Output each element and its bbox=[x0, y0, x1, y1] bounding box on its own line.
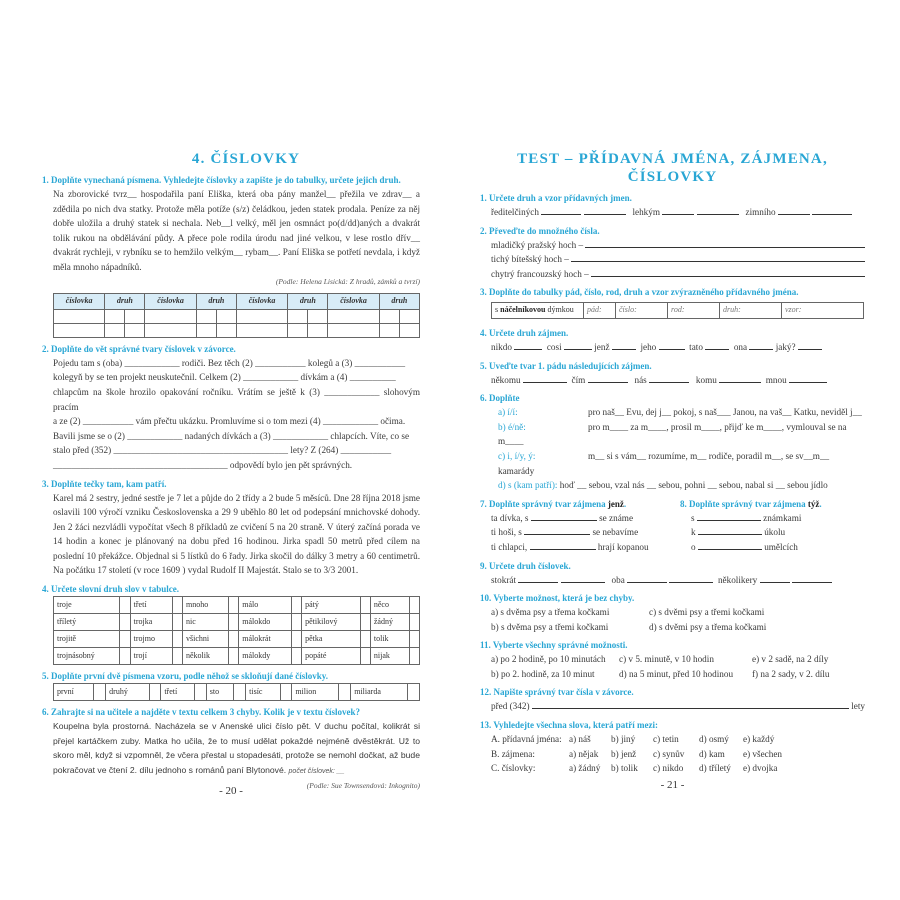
phrase: hrají kopanou bbox=[597, 541, 649, 552]
answer-blank[interactable] bbox=[585, 238, 865, 248]
test-9-body bbox=[480, 573, 865, 588]
answer-cell[interactable] bbox=[120, 631, 130, 648]
answer-cell[interactable] bbox=[196, 309, 216, 323]
phrase: mladičký pražský hoch – bbox=[491, 239, 584, 250]
page-number: - 21 - bbox=[660, 778, 685, 791]
word-cell: trojnásobný bbox=[54, 648, 120, 665]
test-7-heading: 7. Doplňte správný tvar zájmena jenž. bbox=[480, 498, 627, 509]
answer-cell[interactable] bbox=[216, 323, 236, 337]
word: lehkým bbox=[632, 207, 661, 217]
answer-cell[interactable] bbox=[409, 597, 419, 614]
table-row bbox=[54, 631, 420, 648]
table-row bbox=[54, 614, 420, 631]
word-cell: trojmo bbox=[130, 631, 172, 648]
answer-cell[interactable] bbox=[409, 648, 419, 665]
phrase: známkami bbox=[763, 512, 802, 523]
test-7-body bbox=[480, 511, 680, 555]
list-item bbox=[498, 405, 865, 420]
word: jeho bbox=[640, 341, 657, 352]
text-line: Bavili jsme se o (2) ____________ nadaných dívkách a (3) ____________ chlapcích. Víte, co se bbox=[53, 430, 410, 441]
word-cell: málokdy bbox=[239, 648, 291, 665]
word-cell: málo bbox=[239, 597, 291, 614]
table-header: druh bbox=[288, 294, 328, 310]
exercise-5-heading: 5. Doplňte první dvě písmena vzoru, podle něhož se skloňují dané číslovky. bbox=[42, 671, 329, 682]
table-row bbox=[54, 323, 420, 337]
answer-cell[interactable] bbox=[216, 309, 236, 323]
option[interactable]: a) náš bbox=[569, 734, 591, 745]
item-text: m__ si s vám__ rozumíme, m__ rodiče, poradil m__, se sv__m__ kamarády bbox=[498, 450, 830, 476]
answer-blank[interactable] bbox=[514, 340, 542, 350]
test-5-heading: 5. Uveďte tvar 1. pádu následujících zájmen. bbox=[480, 360, 652, 371]
answer-cell[interactable] bbox=[94, 684, 106, 701]
list-item bbox=[691, 511, 860, 526]
test-1-heading: 1. Určete druh a vzor přídavných jmen. bbox=[480, 193, 632, 203]
option[interactable]: a) žádný bbox=[569, 763, 601, 774]
answer-cell[interactable] bbox=[360, 597, 370, 614]
test-6-body bbox=[480, 405, 865, 493]
option[interactable]: d) s dvěmi psy a třema kočkami bbox=[649, 621, 767, 632]
table-row bbox=[54, 597, 420, 614]
word-cell: popáté bbox=[302, 648, 360, 665]
test-3-heading: 3. Doplňte do tabulky pád, číslo, rod, druh a vzor zvýrazněného přídavného jména. bbox=[480, 287, 799, 298]
exercise-6-heading: 6. Zahrajte si na učitele a najděte v textu celkem 3 chyby. Kolik je v textu číslovek? bbox=[42, 707, 360, 718]
answer-cell[interactable] bbox=[236, 309, 287, 323]
option[interactable]: c) nikdo bbox=[653, 763, 684, 774]
citation: (Podle: Sue Townsendová: Inkognito) bbox=[306, 781, 420, 791]
word: tato bbox=[689, 341, 703, 352]
answer-blank[interactable] bbox=[698, 525, 762, 535]
exercise-2-heading: 2. Doplňte do vět správné tvary číslovek v závorce. bbox=[42, 343, 236, 354]
test-12-body bbox=[480, 699, 865, 714]
answer-cell[interactable] bbox=[149, 684, 161, 701]
item-text: pro m____ za m____, prosil m____, přijď ke m____, vymlouval se na m____ bbox=[498, 421, 847, 447]
answer-cell[interactable] bbox=[120, 597, 130, 614]
answer-blank[interactable] bbox=[659, 340, 685, 350]
answer-cell[interactable] bbox=[379, 309, 399, 323]
answer-cell[interactable] bbox=[379, 323, 399, 337]
answer-cell[interactable] bbox=[408, 684, 420, 701]
page-title: 4. ČÍSLOVKY bbox=[191, 151, 301, 167]
category-label: B. zájmena: bbox=[491, 748, 535, 759]
word-cell: tolik bbox=[370, 631, 409, 648]
table-row bbox=[492, 303, 864, 319]
answer-blank[interactable] bbox=[789, 373, 827, 383]
answer-blank[interactable] bbox=[669, 573, 713, 583]
word-cell: trojka bbox=[130, 614, 172, 631]
answer-blank[interactable] bbox=[749, 340, 773, 350]
word-cell: mnoho bbox=[183, 597, 229, 614]
answer-cell[interactable] bbox=[172, 597, 182, 614]
text-line: a ze (2) ___________ vám přečtu ukázku. Promluvíme si o tom mezi (4) ____________ očima. bbox=[53, 416, 406, 427]
answer-blank[interactable] bbox=[798, 340, 822, 350]
answer-blank[interactable] bbox=[662, 205, 694, 215]
exercise-6-text bbox=[42, 719, 420, 779]
phrase: úkolu bbox=[764, 527, 786, 538]
phrase: s bbox=[691, 512, 695, 523]
word: několikery bbox=[717, 574, 758, 585]
page-title: TEST – PŘÍDAVNÁ JMÉNA, ZÁJMENA, ČÍSLOVKY bbox=[517, 151, 828, 185]
answer-cell[interactable] bbox=[328, 323, 379, 337]
answer-cell[interactable] bbox=[360, 648, 370, 665]
exercise-1-heading: 1. Doplňte vynechaná písmena. Vyhledejte číslovky a zapište je do tabulky, určete jejich druh. bbox=[42, 175, 401, 185]
table-row bbox=[54, 309, 420, 323]
word-cell: pátý bbox=[302, 597, 360, 614]
option[interactable]: d) tříletý bbox=[699, 763, 731, 774]
highlighted-word: týž bbox=[807, 498, 820, 509]
answer-cell[interactable]: vzor: bbox=[782, 303, 864, 319]
test-13-grid bbox=[480, 732, 865, 776]
phrase: k bbox=[691, 527, 696, 538]
highlighted-word: náčelníkovou bbox=[500, 305, 546, 315]
pattern-table bbox=[53, 683, 420, 701]
list-item bbox=[498, 420, 865, 449]
answer-cell[interactable] bbox=[399, 309, 419, 323]
word: mnou bbox=[765, 374, 787, 385]
phrase: umělcích bbox=[764, 541, 798, 552]
answer-cell[interactable] bbox=[105, 309, 125, 323]
category-label: C. číslovky: bbox=[491, 763, 536, 774]
answer-cell[interactable] bbox=[228, 614, 238, 631]
text-line: ______________________________________ odpovědí bylo jen pět správných. bbox=[53, 459, 353, 470]
list-item bbox=[491, 238, 865, 253]
phrase: ti chlapci, bbox=[491, 541, 528, 552]
answer-cell[interactable] bbox=[291, 631, 301, 648]
answer-blank[interactable] bbox=[591, 267, 865, 277]
answer-blank[interactable] bbox=[564, 340, 592, 350]
answer-blank[interactable] bbox=[812, 205, 852, 215]
answer-cell[interactable] bbox=[194, 684, 206, 701]
numerals-table bbox=[53, 293, 420, 338]
word-cell: sto bbox=[206, 684, 234, 701]
test-8-body bbox=[680, 511, 860, 555]
word: nás bbox=[634, 374, 647, 385]
text-line: stalo před (352) ______________________________________ lety? Z (264) ___________ bbox=[53, 445, 392, 456]
text-line: kolegyň by se ten projekt neuskutečnil. Celkem (2) ____________ dívkám a (4) __________ bbox=[53, 372, 396, 383]
test-7 bbox=[480, 493, 680, 555]
answer-cell[interactable] bbox=[120, 648, 130, 665]
word-cell: pětikilový bbox=[302, 614, 360, 631]
list-item bbox=[491, 267, 865, 282]
answer-blank[interactable] bbox=[588, 373, 628, 383]
test-4-heading: 4. Určete druh zájmen. bbox=[480, 327, 569, 338]
answer-blank[interactable] bbox=[760, 573, 790, 583]
item-label: c) i, í/y, ý: bbox=[498, 450, 536, 461]
option[interactable]: e) dvojka bbox=[743, 763, 778, 774]
answer-blank[interactable] bbox=[561, 573, 605, 583]
table-row bbox=[54, 648, 420, 665]
answer-blank[interactable] bbox=[792, 573, 832, 583]
phrase: lety bbox=[851, 701, 865, 712]
table-header: číslovka bbox=[236, 294, 287, 310]
list-item bbox=[691, 525, 860, 540]
word-cell: tříletý bbox=[54, 614, 120, 631]
answer-cell[interactable] bbox=[360, 614, 370, 631]
answer-cell[interactable] bbox=[172, 631, 182, 648]
table-row bbox=[54, 684, 420, 701]
exercise-3-text: Karel má 2 sestry, jedné sestře je 7 let a půjde do 2 třídy a 2 bude 5 měsíců. Dne 28 října 2018 jsme oslavili 100 výročí vzniku Československa a 29 9 uběhlo 80 let od podepsání mnichovské dohody. Jen 2 žáci nezvládli vypočítat všech 8 příkladů ze cvičení 5 na 20 straně. V úterý začíná porada ve 14 hodin a konec je plánovaný na dobu před 16 hodinou. Jirka spadl 50 metrů před cílem na poslední 10 překážce. Objednal si 5 lístků do 6 řady. Jirka skočil do dálky 3 metry a 60 centimetrů. Na počátku 17 století (v roce 1609 ) vydal Rudolf II Majestát. Stalo se to 3/3 2001. bbox=[53, 492, 420, 576]
exercise-2-text bbox=[42, 356, 420, 473]
list-item bbox=[691, 540, 860, 555]
option[interactable]: d) kam bbox=[699, 748, 725, 759]
phrase-pre: s bbox=[495, 305, 501, 315]
test-2-body bbox=[480, 238, 865, 282]
option[interactable]: b) s dvěma psy a třemi kočkami bbox=[491, 621, 609, 632]
word-cell: trojitě bbox=[54, 631, 120, 648]
list-item bbox=[498, 449, 865, 478]
word: jenž bbox=[594, 341, 610, 352]
table-header: číslovka bbox=[328, 294, 379, 310]
left-page bbox=[42, 150, 420, 798]
answer-cell[interactable]: rod: bbox=[668, 303, 720, 319]
word-cell: žádný bbox=[370, 614, 409, 631]
answer-blank[interactable] bbox=[531, 511, 597, 521]
word-cell: všichni bbox=[183, 631, 229, 648]
answer-cell[interactable] bbox=[228, 648, 238, 665]
word-cell: pětka bbox=[302, 631, 360, 648]
answer-cell[interactable]: číslo: bbox=[616, 303, 668, 319]
option[interactable]: b) jiný bbox=[611, 734, 636, 745]
answer-cell[interactable] bbox=[288, 323, 308, 337]
answer-blank[interactable] bbox=[541, 205, 581, 215]
answer-blank[interactable] bbox=[698, 540, 762, 550]
word-cell: třetí bbox=[161, 684, 195, 701]
answer-cell[interactable] bbox=[125, 309, 145, 323]
option[interactable]: e) všechen bbox=[743, 748, 783, 759]
option[interactable]: b) jenž bbox=[611, 748, 637, 759]
test-2-heading: 2. Převeďte do množného čísla. bbox=[480, 225, 600, 236]
word: jaký? bbox=[775, 341, 796, 352]
answer-cell[interactable] bbox=[145, 323, 196, 337]
answer-cell[interactable] bbox=[228, 631, 238, 648]
answer-blank[interactable] bbox=[530, 540, 596, 550]
answer-cell[interactable]: pád: bbox=[584, 303, 616, 319]
word-cell: třetí bbox=[130, 597, 172, 614]
word: stokrát bbox=[491, 574, 517, 585]
option[interactable]: c) synův bbox=[653, 748, 685, 759]
phrase: ta dívka, s bbox=[491, 512, 529, 523]
answer-blank[interactable] bbox=[532, 699, 849, 709]
word-cell: druhý bbox=[106, 684, 149, 701]
answer-cell[interactable] bbox=[280, 684, 292, 701]
answer-cell[interactable] bbox=[308, 309, 328, 323]
test-9-heading: 9. Určete druh číslovek. bbox=[480, 560, 571, 571]
test-5-body bbox=[480, 373, 865, 388]
answer-cell[interactable] bbox=[145, 309, 196, 323]
citation: (Podle: Helena Lisická: Z hradů, zámků a tvrzí) bbox=[275, 276, 420, 286]
word-cell: tisíc bbox=[246, 684, 280, 701]
answer-blank[interactable] bbox=[697, 205, 739, 215]
phrase: před (342) bbox=[491, 701, 530, 712]
word-cell: nic bbox=[183, 614, 229, 631]
word-cell: miliarda bbox=[351, 684, 408, 701]
answer-cell[interactable] bbox=[54, 323, 105, 337]
answer-cell[interactable] bbox=[125, 323, 145, 337]
word: oba bbox=[611, 574, 625, 585]
phrase-post: dýmkou bbox=[545, 305, 574, 315]
item-label: b) é/ně: bbox=[498, 421, 526, 432]
phrase: tichý bítešský hoch – bbox=[491, 254, 569, 265]
option[interactable]: c) tetin bbox=[653, 734, 679, 745]
answer-blank[interactable] bbox=[778, 205, 810, 215]
list-item bbox=[491, 252, 865, 267]
phrase: se známe bbox=[599, 512, 634, 523]
answer-blank[interactable] bbox=[524, 525, 590, 535]
list-item bbox=[491, 525, 680, 540]
answer-blank[interactable] bbox=[719, 373, 761, 383]
word: ona bbox=[733, 341, 748, 352]
test-6-heading: 6. Doplňte bbox=[480, 393, 520, 404]
table-header: druh bbox=[105, 294, 145, 310]
item-text: pro naš__ Evu, dej j__ pokoj, s naš___ Janou, na vaš__ Katku, neviděl j__ bbox=[588, 407, 862, 418]
exercise-1-text: Na zborovické tvrz__ hospodařila paní Eliška, která oba pány manžel__ přežila ve zdrav__ a zdědila po nich dva statky. Protože měla potíže (s/z) čeládkou, jeden statek prodala. Peníze za něj dobře uložila a druhý statek si nechala. Neb__l velký, měl jen osmnáct po(d/dd)aných a dvakrát tolik rukou na obdělávání půdy. A přece pole rodila úrodu nad jiné velkou, v lese rostlo dřív__ dvakrát rychleji, v rybníku se to hemžilo velkým__ rybam__. Paní Eliška se potřetí nevdala, i když měla mnoho nápadníků. bbox=[53, 189, 420, 272]
answer-cell[interactable]: druh: bbox=[720, 303, 782, 319]
item-label: d) s (kam patří): bbox=[498, 480, 558, 491]
adjective-table bbox=[491, 302, 864, 319]
answer-cell[interactable] bbox=[399, 323, 419, 337]
option[interactable]: b) tolik bbox=[611, 763, 638, 774]
answer-cell[interactable] bbox=[308, 323, 328, 337]
word-cell: trojí bbox=[130, 648, 172, 665]
answer-cell[interactable] bbox=[120, 614, 130, 631]
answer-cell[interactable] bbox=[196, 323, 216, 337]
table-header: druh bbox=[196, 294, 236, 310]
answer-blank[interactable] bbox=[584, 205, 626, 215]
phrase: o bbox=[691, 541, 696, 552]
answer-cell[interactable] bbox=[328, 309, 379, 323]
heading-text: 8. Doplňte správný tvar zájmena bbox=[680, 498, 808, 509]
option[interactable]: a) po 2 hodině, po 10 minutách bbox=[491, 654, 606, 665]
word-cell: troje bbox=[54, 597, 120, 614]
list-item bbox=[491, 540, 680, 555]
answer-cell[interactable] bbox=[291, 597, 301, 614]
option[interactable]: f) na 2 sady, v 2. dílu bbox=[752, 668, 830, 679]
heading-text: 7. Doplňte správný tvar zájmena bbox=[480, 498, 608, 509]
count-label: počet číslovek: __ bbox=[288, 767, 345, 775]
word: čím bbox=[571, 374, 586, 385]
answer-cell[interactable] bbox=[54, 309, 105, 323]
word-cell: málokdo bbox=[239, 614, 291, 631]
answer-blank[interactable] bbox=[705, 340, 729, 350]
test-4-body bbox=[480, 340, 865, 355]
test-10-options bbox=[480, 605, 865, 634]
word-class-table bbox=[53, 596, 420, 665]
list-item bbox=[491, 511, 680, 526]
option[interactable]: a) s dvěma psy a třema kočkami bbox=[491, 607, 610, 618]
answer-blank[interactable] bbox=[697, 511, 761, 521]
answer-cell[interactable] bbox=[236, 323, 287, 337]
word-cell: milion bbox=[292, 684, 339, 701]
word: zimního bbox=[745, 207, 776, 217]
test-8-heading: 8. Doplňte správný tvar zájmena týž. bbox=[680, 498, 822, 509]
item-text: hoď __ sebou, vzal nás __ sebou, pohni __ sebou, nabal si __ sebou jídlo bbox=[559, 480, 828, 491]
category-label: A. přídavná jména: bbox=[491, 734, 562, 745]
answer-cell[interactable] bbox=[409, 614, 419, 631]
item-label: a) í/í: bbox=[498, 407, 518, 418]
word: ředitelčiných bbox=[491, 207, 539, 217]
option[interactable]: e) v 2 sadě, na 2 díly bbox=[752, 654, 829, 665]
word: komu bbox=[695, 374, 717, 385]
table-header: číslovka bbox=[54, 294, 105, 310]
answer-cell[interactable] bbox=[360, 631, 370, 648]
story-text: Koupelna byla prostorná. Nacházela se v Anenské ulici číslo pět. V duchu počítal, kolikrát si přejel kartáčkem zuby. Matka ho učila, že to musí udělat pokaždé nejméně dvěstěkrát. Už to skoro měl, když si vzpomněl, že včera přestal u stopadesáti, protože se nemohl dočkat, až bude pokračovat ve čtení 2. dílu jednoho s románů paní Blytonové. bbox=[53, 721, 420, 775]
word-cell: málokrát bbox=[239, 631, 291, 648]
answer-cell[interactable] bbox=[228, 597, 238, 614]
list-item bbox=[498, 478, 865, 493]
test-11-heading: 11. Vyberte všechny správné možnosti. bbox=[480, 640, 628, 651]
exercise-4-heading: 4. Určete slovní druh slov v tabulce. bbox=[42, 584, 179, 595]
text-line: Pojedu tam s (oba) ____________ rodiči. Bez těch (2) ___________ kolegů a (3) ___________ bbox=[53, 357, 406, 368]
answer-cell[interactable] bbox=[288, 309, 308, 323]
option[interactable]: c) s dvěmi psy a třemi kočkami bbox=[649, 607, 765, 618]
test-1-body bbox=[480, 205, 865, 220]
phrase-cell bbox=[492, 303, 584, 319]
word: někomu bbox=[491, 374, 521, 385]
answer-cell[interactable] bbox=[172, 614, 182, 631]
answer-blank[interactable] bbox=[612, 340, 636, 350]
answer-cell[interactable] bbox=[172, 648, 182, 665]
test-11-options bbox=[480, 652, 865, 681]
test-8 bbox=[680, 493, 860, 555]
right-page bbox=[480, 150, 865, 792]
answer-blank[interactable] bbox=[649, 373, 689, 383]
phrase: se nebavíme bbox=[592, 527, 639, 538]
option[interactable]: c) v 5. minutě, v 10 hodin bbox=[619, 654, 714, 665]
text-line: chlapcům na škole hrozilo opakování ročníku. Vrátím se ještě k (3) ____________ slohovým pracím bbox=[53, 386, 420, 412]
table-header: číslovka bbox=[145, 294, 196, 310]
answer-cell[interactable] bbox=[105, 323, 125, 337]
table-header: druh bbox=[379, 294, 419, 310]
test-12-heading: 12. Napište správný tvar čísla v závorce. bbox=[480, 687, 634, 698]
word: cosi bbox=[546, 341, 562, 352]
phrase: chytrý francouzský hoch – bbox=[491, 268, 589, 279]
phrase: ti hoši, s bbox=[491, 527, 522, 538]
answer-blank[interactable] bbox=[627, 573, 667, 583]
test-10-heading: 10. Vyberte možnost, která je bez chyby. bbox=[480, 593, 635, 604]
answer-blank[interactable] bbox=[518, 573, 558, 583]
option[interactable]: d) na 5 minut, před 10 hodinou bbox=[619, 668, 734, 679]
option[interactable]: a) nějak bbox=[569, 748, 599, 759]
word-cell: první bbox=[54, 684, 94, 701]
exercise-3-heading: 3. Doplňte tečky tam, kam patří. bbox=[42, 478, 167, 489]
word: nikdo bbox=[491, 341, 512, 352]
answer-cell[interactable] bbox=[291, 648, 301, 665]
option[interactable]: b) po 2. hodině, za 10 minut bbox=[491, 668, 595, 679]
word-cell: nijak bbox=[370, 648, 409, 665]
word-cell: několik bbox=[183, 648, 229, 665]
option[interactable]: e) každý bbox=[743, 734, 775, 745]
answer-cell[interactable] bbox=[234, 684, 246, 701]
page-number: - 20 - bbox=[219, 784, 243, 797]
answer-cell[interactable] bbox=[339, 684, 351, 701]
test-7-8 bbox=[480, 493, 865, 555]
answer-cell[interactable] bbox=[291, 614, 301, 631]
test-13-heading: 13. Vyhledejte všechna slova, která patří mezi: bbox=[480, 720, 658, 731]
option[interactable]: d) osmý bbox=[699, 734, 729, 745]
highlighted-word: jenž bbox=[607, 498, 624, 509]
answer-blank[interactable] bbox=[523, 373, 567, 383]
answer-cell[interactable] bbox=[409, 631, 419, 648]
word-cell: něco bbox=[370, 597, 409, 614]
answer-blank[interactable] bbox=[571, 252, 865, 262]
